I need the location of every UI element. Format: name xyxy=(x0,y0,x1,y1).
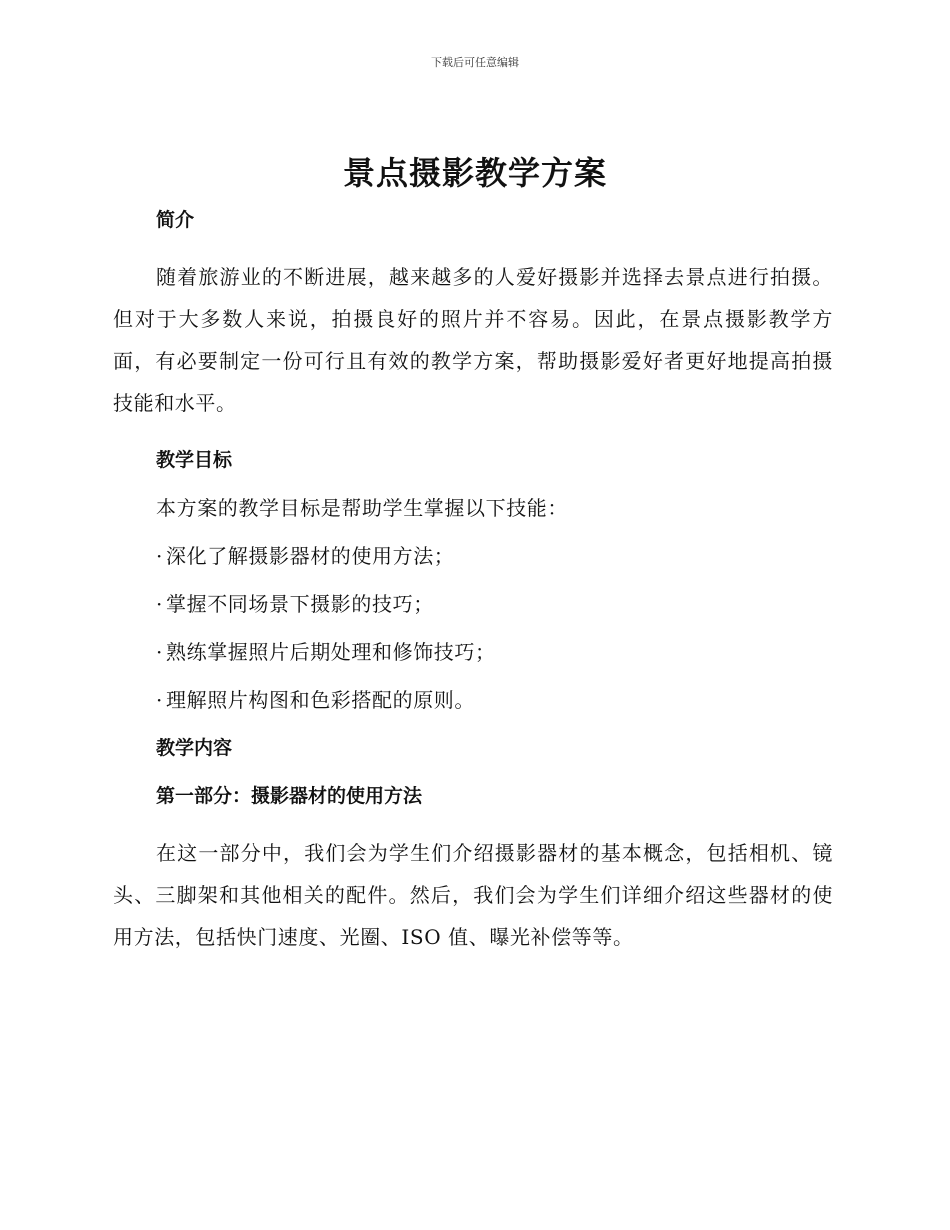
bullet-mark: · xyxy=(156,640,163,664)
list-item xyxy=(113,680,833,720)
list-item xyxy=(113,632,833,672)
list-item xyxy=(113,536,833,576)
header-note: 下载后可任意编辑 xyxy=(431,56,519,69)
goals-lead: 本方案的教学目标是帮助学生掌握以下技能： xyxy=(156,496,568,520)
bullet-mark: · xyxy=(156,688,163,712)
document-title: 景点摄影教学方案 xyxy=(342,154,607,192)
section-heading-goals: 教学目标 xyxy=(156,449,233,471)
intro-paragraph: 随着旅游业的不断进展，越来越多的人爱好摄影并选择去景点进行拍摄。但对于大多数人来说，拍摄良好的照片并不容易。因此，在景点摄影教学方面，有必要制定一份可行且有效的教学方案，帮助摄影爱好者更好地提高拍摄技能和水平。 xyxy=(113,265,833,415)
document-body xyxy=(113,200,833,958)
section-heading-content: 教学内容 xyxy=(156,737,233,759)
goal-item-3: 熟练掌握照片后期处理和修饰技巧； xyxy=(166,640,496,664)
bullet-mark: · xyxy=(156,592,163,616)
list-item xyxy=(113,584,833,624)
section-heading-part1: 第一部分：摄影器材的使用方法 xyxy=(156,785,423,807)
goal-item-1: 深化了解摄影器材的使用方法； xyxy=(166,544,455,568)
part1-paragraph: 在这一部分中，我们会为学生们介绍摄影器材的基本概念，包括相机、镜头、三脚架和其他相关的配件。然后，我们会为学生们详细介绍这些器材的使用方法，包括快门速度、光圈、ISO 值、曝光补偿等等。 xyxy=(113,841,833,949)
section-heading-intro: 简介 xyxy=(156,209,195,231)
goal-item-2: 掌握不同场景下摄影的技巧； xyxy=(166,592,434,616)
goal-item-4: 理解照片构图和色彩搭配的原则。 xyxy=(166,688,475,712)
bullet-mark: · xyxy=(156,544,163,568)
